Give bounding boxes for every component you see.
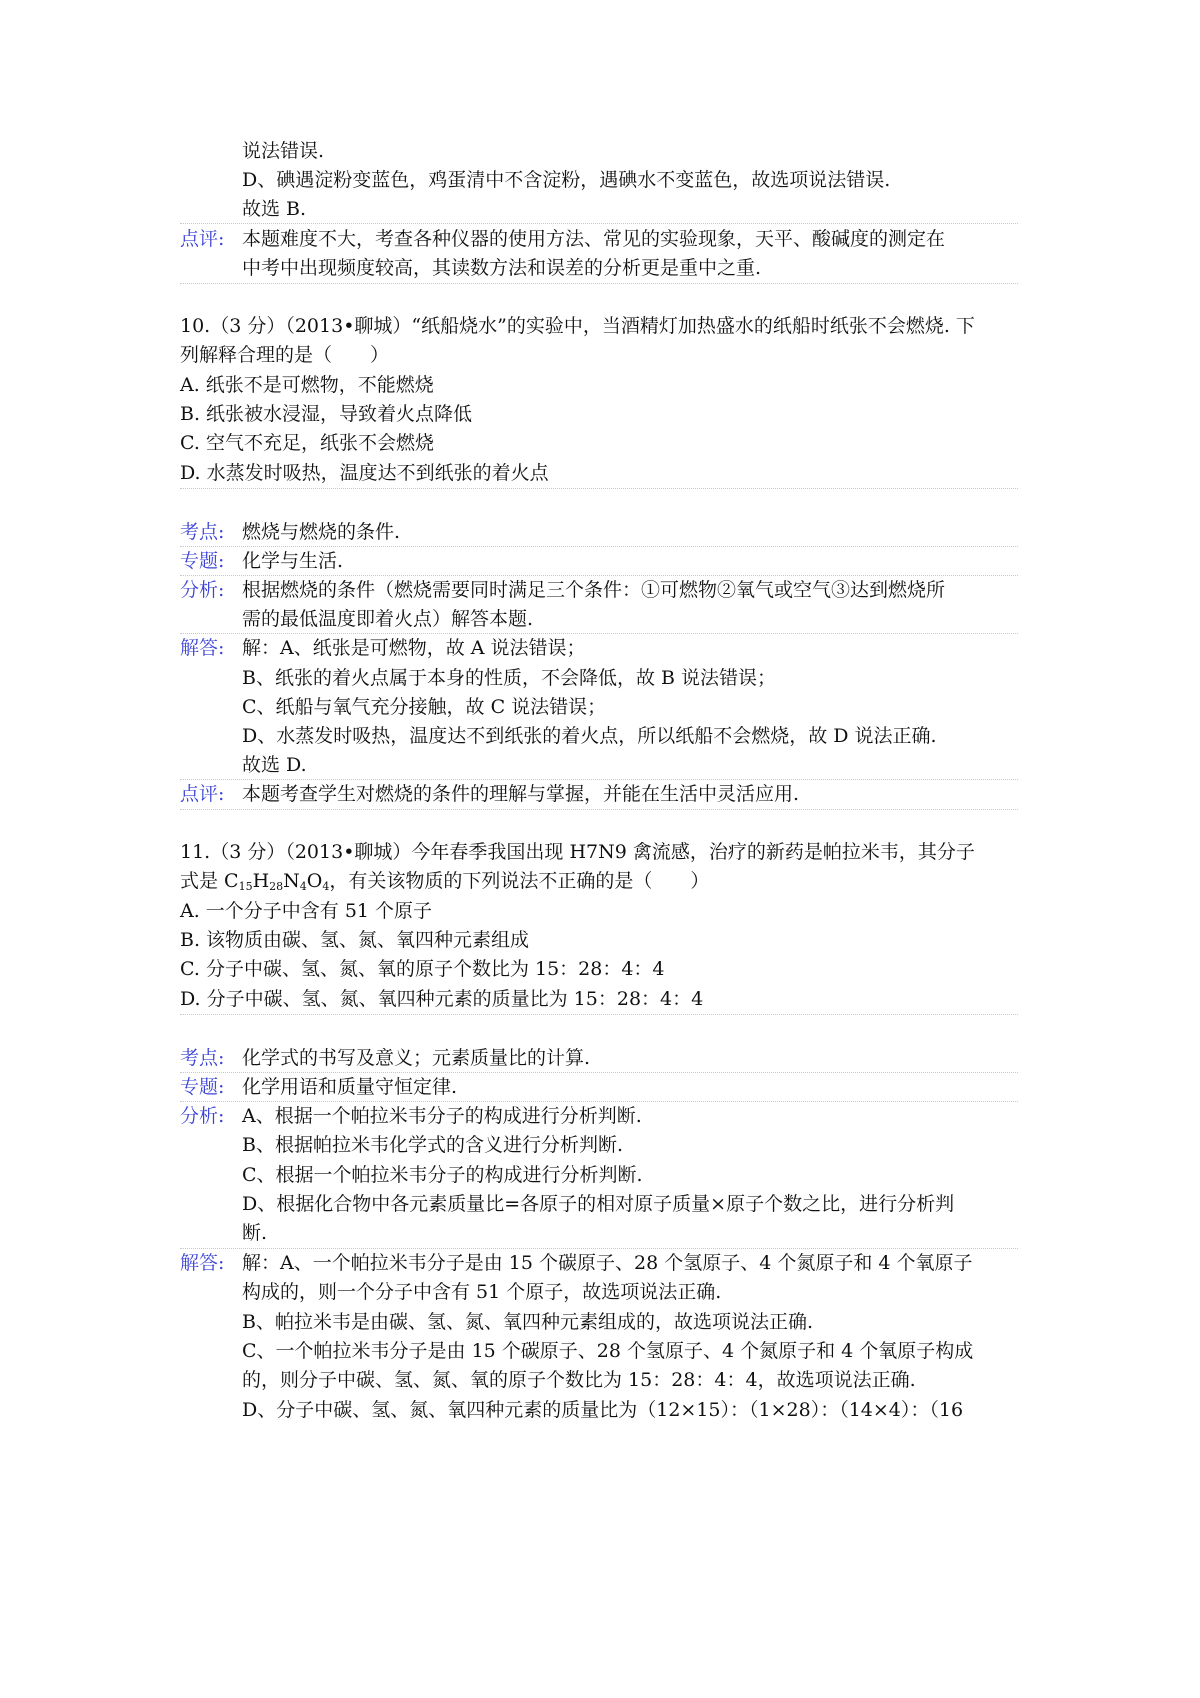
jieda-tag: 解答: — [180, 1252, 225, 1274]
q10-jieda — [180, 636, 1018, 660]
fenxi-text: B、根据帕拉米韦化学式的含义进行分析判断. — [242, 1134, 624, 1156]
comment-text: 中考中出现频度较高，其读数方法和误差的分析更是重中之重. — [242, 257, 762, 279]
jieda-text: 构成的，则一个分子中含有 51 个原子，故选项说法正确. — [242, 1281, 722, 1303]
q11-option-d: D. 分子中碳、氢、氮、氧四种元素的质量比为 15：28：4：4 — [180, 988, 704, 1010]
q10-option-d: D. 水蒸发时吸热，温度达不到纸张的着火点 — [180, 462, 549, 484]
formula-element: H — [252, 870, 270, 892]
fenxi-text: C、根据一个帕拉米韦分子的构成进行分析判断. — [242, 1164, 643, 1186]
fenxi-text: D、根据化合物中各元素质量比=各原子的相对原子质量×原子个数之比，进行分析判 — [242, 1193, 955, 1215]
prev-solution-line: 说法错误. — [242, 140, 325, 162]
comment-tag: 点评: — [180, 228, 225, 250]
jieda-text: D、水蒸发时吸热，温度达不到纸张的着火点，所以纸船不会燃烧，故 D 说法正确. — [242, 725, 937, 747]
q10-option-c: C. 空气不充足，纸张不会燃烧 — [180, 432, 434, 454]
dotted-divider — [180, 1101, 1018, 1102]
dotted-divider — [180, 1014, 1018, 1015]
q10-kaodian — [180, 520, 1018, 544]
dotted-divider — [180, 633, 1018, 634]
prev-solution-line: 故选 B. — [242, 198, 307, 220]
formula-subscript: 4 — [322, 880, 330, 893]
q10-dianping — [180, 782, 1018, 806]
q11-zhuanti — [180, 1075, 1018, 1099]
q10-zhuanti — [180, 549, 1018, 573]
fenxi-text: 需的最低温度即着火点）解答本题. — [242, 608, 534, 630]
q11-option-a: A. 一个分子中含有 51 个原子 — [180, 900, 433, 922]
dotted-divider — [180, 546, 1018, 547]
zhuanti-text: 化学用语和质量守恒定律. — [242, 1076, 458, 1098]
comment-text: 本题难度不大，考查各种仪器的使用方法、常见的实验现象，天平、酸碱度的测定在 — [242, 228, 946, 250]
dotted-divider — [180, 283, 1018, 284]
fenxi-text: 断. — [242, 1222, 268, 1244]
stem-text: ，有关该物质的下列说法不正确的是（ ） — [329, 870, 710, 892]
q11-stem: 11.（3 分）（2013•聊城）今年春季我国出现 H7N9 禽流感，治疗的新药是帕拉米韦，其分子 — [180, 841, 975, 863]
q11-fenxi — [180, 1104, 1018, 1128]
q11-stem — [180, 869, 709, 893]
jieda-text: C、一个帕拉米韦分子是由 15 个碳原子、28 个氢原子、4 个氮原子和 4 个氧原子构成 — [242, 1340, 974, 1362]
fenxi-tag: 分析: — [180, 1105, 225, 1127]
prev-comment — [180, 227, 1018, 251]
stem-text: 式是 C — [180, 870, 239, 892]
q10-option-a: A. 纸张不是可燃物，不能燃烧 — [180, 374, 434, 396]
dotted-divider — [180, 223, 1018, 224]
jieda-tag: 解答: — [180, 637, 225, 659]
zhuanti-tag: 专题: — [180, 1076, 225, 1098]
q10-option-b: B. 纸张被水浸湿，导致着火点降低 — [180, 403, 473, 425]
kaodian-tag: 考点: — [180, 1047, 225, 1069]
q10-fenxi — [180, 578, 1018, 602]
dotted-divider — [180, 1248, 1018, 1249]
kaodian-text: 燃烧与燃烧的条件. — [242, 521, 401, 543]
formula-element: O — [306, 870, 323, 892]
fenxi-text: A、根据一个帕拉米韦分子的构成进行分析判断. — [242, 1105, 642, 1127]
dotted-divider — [180, 488, 1018, 489]
formula-subscript: 28 — [269, 880, 284, 893]
fenxi-text: 根据燃烧的条件（燃烧需要同时满足三个条件：①可燃物②氧气或空气③达到燃烧所 — [242, 579, 946, 601]
zhuanti-text: 化学与生活. — [242, 550, 344, 572]
q11-option-b: B. 该物质由碳、氢、氮、氧四种元素组成 — [180, 929, 530, 951]
jieda-text: 的，则分子中碳、氢、氮、氧的原子个数比为 15：28：4：4，故选项说法正确. — [242, 1369, 916, 1391]
q11-jieda — [180, 1251, 1018, 1275]
formula-element: N — [283, 870, 300, 892]
jieda-text: D、分子中碳、氢、氮、氧四种元素的质量比为（12×15）：（1×28）：（14×4）：（16 — [242, 1399, 964, 1421]
jieda-text: 解：A、纸张是可燃物，故 A 说法错误； — [242, 637, 586, 659]
q10-stem: 10.（3 分）（2013•聊城）“纸船烧水”的实验中，当酒精灯加热盛水的纸船时纸张不会燃烧. 下 — [180, 315, 975, 337]
jieda-text: B、纸张的着火点属于本身的性质，不会降低，故 B 说法错误； — [242, 667, 777, 689]
jieda-text: C、纸船与氧气充分接触，故 C 说法错误； — [242, 696, 607, 718]
prev-solution-line: D、碘遇淀粉变蓝色，鸡蛋清中不含淀粉，遇碘水不变蓝色，故选项说法错误. — [242, 169, 891, 191]
dotted-divider — [180, 1072, 1018, 1073]
formula-subscript: 15 — [238, 880, 253, 893]
jieda-text: 故选 D. — [242, 754, 307, 776]
kaodian-tag: 考点: — [180, 521, 225, 543]
kaodian-text: 化学式的书写及意义；元素质量比的计算. — [242, 1047, 591, 1069]
q10-stem: 列解释合理的是（ ） — [180, 344, 390, 366]
q11-kaodian — [180, 1046, 1018, 1070]
dotted-divider — [180, 809, 1018, 810]
jieda-text: B、帕拉米韦是由碳、氢、氮、氧四种元素组成的，故选项说法正确. — [242, 1311, 814, 1333]
dianping-tag: 点评: — [180, 783, 225, 805]
q11-option-c: C. 分子中碳、氢、氮、氧的原子个数比为 15：28：4：4 — [180, 958, 665, 980]
dianping-text: 本题考查学生对燃烧的条件的理解与掌握，并能在生活中灵活应用. — [242, 783, 800, 805]
dotted-divider — [180, 779, 1018, 780]
formula-subscript: 4 — [299, 880, 307, 893]
fenxi-tag: 分析: — [180, 579, 225, 601]
zhuanti-tag: 专题: — [180, 550, 225, 572]
jieda-text: 解：A、一个帕拉米韦分子是由 15 个碳原子、28 个氢原子、4 个氮原子和 4 个氧原子 — [242, 1252, 973, 1274]
dotted-divider — [180, 575, 1018, 576]
